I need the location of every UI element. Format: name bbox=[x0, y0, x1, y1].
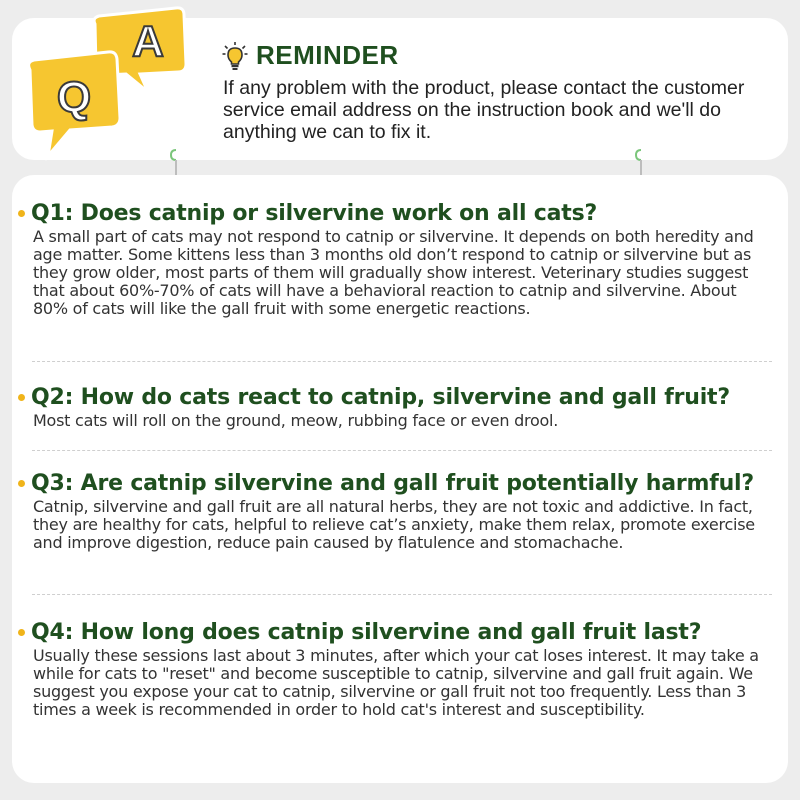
faq-answer: Usually these sessions last about 3 minutes, after which your cat loses interest. It may take a while for cats to "reset" and become susceptible to catnip, silvervine and gall fruit again. We suggest you expose your cat to catnip, silvervine or gall fruit not too frequently. Less than 3 times a week is recommended in order to hold cat's interest and susceptibility. bbox=[33, 646, 759, 719]
faq-question bbox=[18, 201, 778, 226]
qa-speech-bubbles-icon bbox=[0, 0, 200, 170]
faq-item bbox=[18, 471, 778, 552]
faq-question bbox=[18, 620, 778, 645]
bullet-dot bbox=[18, 210, 25, 217]
logo-letter-a: A bbox=[132, 17, 164, 66]
faq-item bbox=[18, 201, 778, 318]
faq-question-text: Q2: How do cats react to catnip, silvervine and gall fruit? bbox=[31, 385, 730, 410]
divider bbox=[32, 594, 772, 595]
faq-question bbox=[18, 471, 778, 496]
faq-question-text: Q1: Does catnip or silvervine work on all cats? bbox=[31, 201, 598, 226]
bullet-dot bbox=[18, 394, 25, 401]
faq-item bbox=[18, 620, 778, 719]
divider bbox=[32, 450, 772, 451]
reminder-text: If any problem with the product, please contact the customer service email address on the instruction book and we'll do anything we can to fix it. bbox=[223, 77, 745, 143]
faq-question bbox=[18, 385, 778, 410]
reminder-header bbox=[222, 40, 399, 71]
divider bbox=[32, 361, 772, 362]
faq-question-text: Q4: How long does catnip silvervine and gall fruit last? bbox=[31, 620, 702, 645]
faq-answer: Catnip, silvervine and gall fruit are all natural herbs, they are not toxic and addictive. In fact, they are healthy for cats, helpful to relieve cat’s anxiety, make them relax, promote exercise and improve digestion, reduce pain caused by flatulence and stomachache. bbox=[33, 497, 755, 552]
faq-answer: Most cats will roll on the ground, meow, rubbing face or even drool. bbox=[33, 411, 559, 430]
lightbulb-icon bbox=[222, 41, 248, 71]
logo-letter-q: Q bbox=[56, 73, 92, 122]
reminder-title: REMINDER bbox=[256, 40, 399, 70]
faq-item bbox=[18, 385, 778, 430]
faq-answer: A small part of cats may not respond to catnip or silvervine. It depends on both heredity and age matter. Some kittens less than 3 months old don’t respond to catnip or silvervine but as they grow older, most parts of them will gradually show interest. Veterinary studies suggest that about 60%-70% of cats will have a behavioral reaction to catnip and silvervine. About 80% of cats will like the gall fruit with some energetic reactions. bbox=[33, 227, 754, 318]
faq-question-text: Q3: Are catnip silvervine and gall fruit potentially harmful? bbox=[31, 471, 754, 496]
bullet-dot bbox=[18, 629, 25, 636]
bullet-dot bbox=[18, 480, 25, 487]
